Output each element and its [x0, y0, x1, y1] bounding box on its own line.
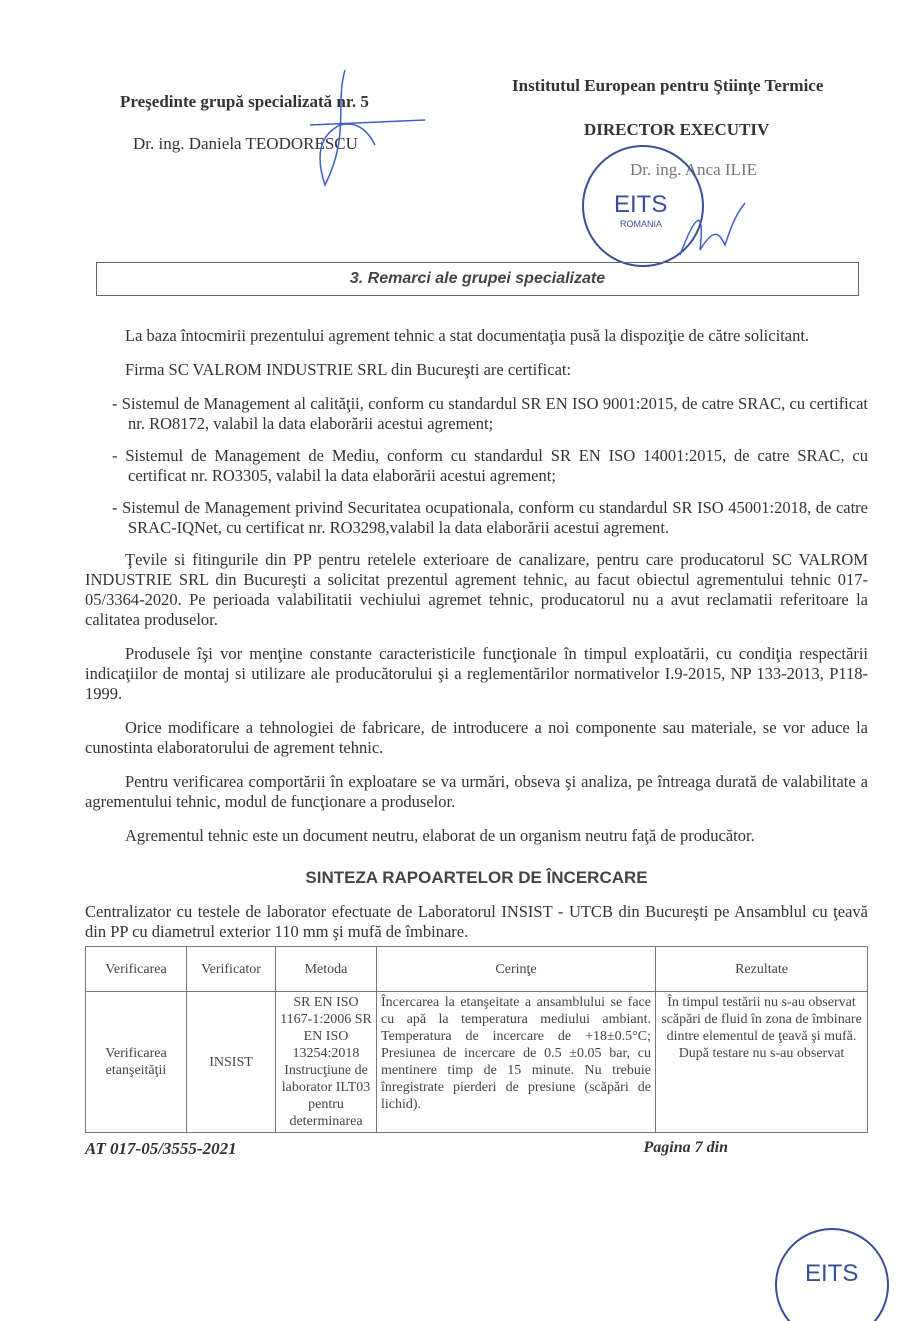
director-name: Dr. ing. Anca ILIE — [630, 160, 757, 179]
column-header: Rezultate — [656, 947, 868, 992]
column-header: Verificarea — [86, 947, 187, 992]
paragraph: Ţevile si fitingurile din PP pentru retelele exterioare de canalizare, pentru care producatorul SC VALROM INDUSTRIE SRL din Bucureşti a solicitat prezentul agrement tehnic, au facut obiectul agrementului tehnic 017-05/3364-2020. Pe perioada valabilitatii vechiului agremet tehnic, producatorul nu a avut reclamatii referitoare la calitatea produselor. — [85, 550, 868, 629]
cell-cerinte: Încercarea la etanşeitate a ansamblului se face cu apă la temperatura mediului ambiant. Temperatura de incercare de +18±0.5°C; Presiunea de incercare de 0.5 ±0.05 bar, cu mentinere timp de 15 minute. Nu trebuie înregistrate pierderi de presiune (scăpări de lichid). — [377, 992, 656, 1133]
official-stamp-footer — [775, 1228, 889, 1321]
paragraph: La baza întocmirii prezentului agrement tehnic a stat documentaţia pusă la dispoziţie de către solicitant. — [125, 326, 810, 345]
column-header: Metoda — [276, 947, 377, 992]
group-president-title: Preşedinte grupă specializată nr. 5 — [120, 92, 369, 111]
synthesis-intro: Centralizator cu testele de laborator efectuate de Laboratorul INSIST - UTCB din Bucureşti pe Ansamblul cu ţeavă din PP cu diametrul exterior 110 mm şi mufă de îmbinare. — [85, 902, 868, 941]
paragraph: Orice modificare a tehnologiei de fabricare, de introducere a noi componente sau materiale, se vor aduce la cunostinta elaboratorului de agrement tehnic. — [85, 718, 868, 757]
director-title: DIRECTOR EXECUTIV — [584, 120, 770, 139]
paragraph: Pentru verificarea comportării în exploatare se va urmări, obseva şi analiza, pe întreaga durată de valabilitate a agrementului tehnic, modul de funcţionare a produselor. — [85, 772, 868, 811]
synthesis-title: SINTEZA RAPOARTELOR DE ÎNCERCARE — [305, 868, 648, 887]
section-title: 3. Remarci ale grupei specializate — [349, 270, 606, 287]
cell-verificator: INSIST — [187, 992, 276, 1133]
list-item: - Sistemul de Management de Mediu, conform cu standardul SR EN ISO 14001:2015, de catre SRAC, cu certificat nr. RO3305, valabil la data elaborării acestui agrement; — [112, 446, 868, 485]
stamp-logo-text: EITS — [614, 191, 668, 218]
document-id: AT 017-05/3555-2021 — [85, 1139, 237, 1158]
cell-verificarea: Verificarea etanşeităţii — [86, 992, 187, 1133]
cell-rezultate: În timpul testării nu s-au observat scăpări de fluid în zona de îmbinare dintre elementul de ţeavă şi mufă. După testare nu s-au observat — [656, 992, 868, 1133]
paragraph: Produsele îşi vor menţine constante caracteristicile funcţionale în timpul exploatării, cu condiţia respectării indicaţiilor de montaj si utilizare ale producătorului şi a reglementărilor normativelor I.9-2015, NP 133-2013, P118-1999. — [85, 644, 868, 703]
group-president-name: Dr. ing. Daniela TEODORESCU — [133, 134, 358, 153]
stamp-logo-text: EITS — [805, 1260, 859, 1287]
page-number: Pagina 7 din — [643, 1139, 728, 1156]
table-row — [86, 992, 868, 1133]
table-header-row — [86, 947, 868, 992]
list-item: - Sistemul de Management al calităţii, conform cu standardul SR EN ISO 9001:2015, de catre SRAC, cu certificat nr. RO8172, valabil la data elaborării acestui agrement; — [112, 394, 868, 433]
cell-metoda: SR EN ISO 1167-1:2006 SR EN ISO 13254:2018 Instrucţiune de laborator ILT03 pentru determinarea — [276, 992, 377, 1133]
paragraph: Agrementul tehnic este un document neutru, elaborat de un organism neutru faţă de producător. — [125, 826, 755, 845]
document-body — [85, 262, 868, 1159]
test-results-table — [85, 946, 868, 1133]
footer-row — [85, 1139, 868, 1159]
list-item: - Sistemul de Management privind Securitatea ocupationala, conform cu standardul SR ISO 45001:2018, de catre SRAC-IQNet, cu certificat nr. RO3298,valabil la data elaborării acestui agrement. — [112, 498, 868, 537]
column-header: Verificator — [187, 947, 276, 992]
column-header: Cerinţe — [377, 947, 656, 992]
signature-right — [670, 195, 750, 265]
signature-left — [280, 65, 430, 195]
stamp-country: ROMANIA — [620, 219, 663, 229]
paragraph: Firma SC VALROM INDUSTRIE SRL din Bucureşti are certificat: — [125, 360, 572, 379]
institute-name: Institutul European pentru Ştiinţe Termice — [512, 76, 824, 95]
section-header-box — [96, 262, 859, 296]
